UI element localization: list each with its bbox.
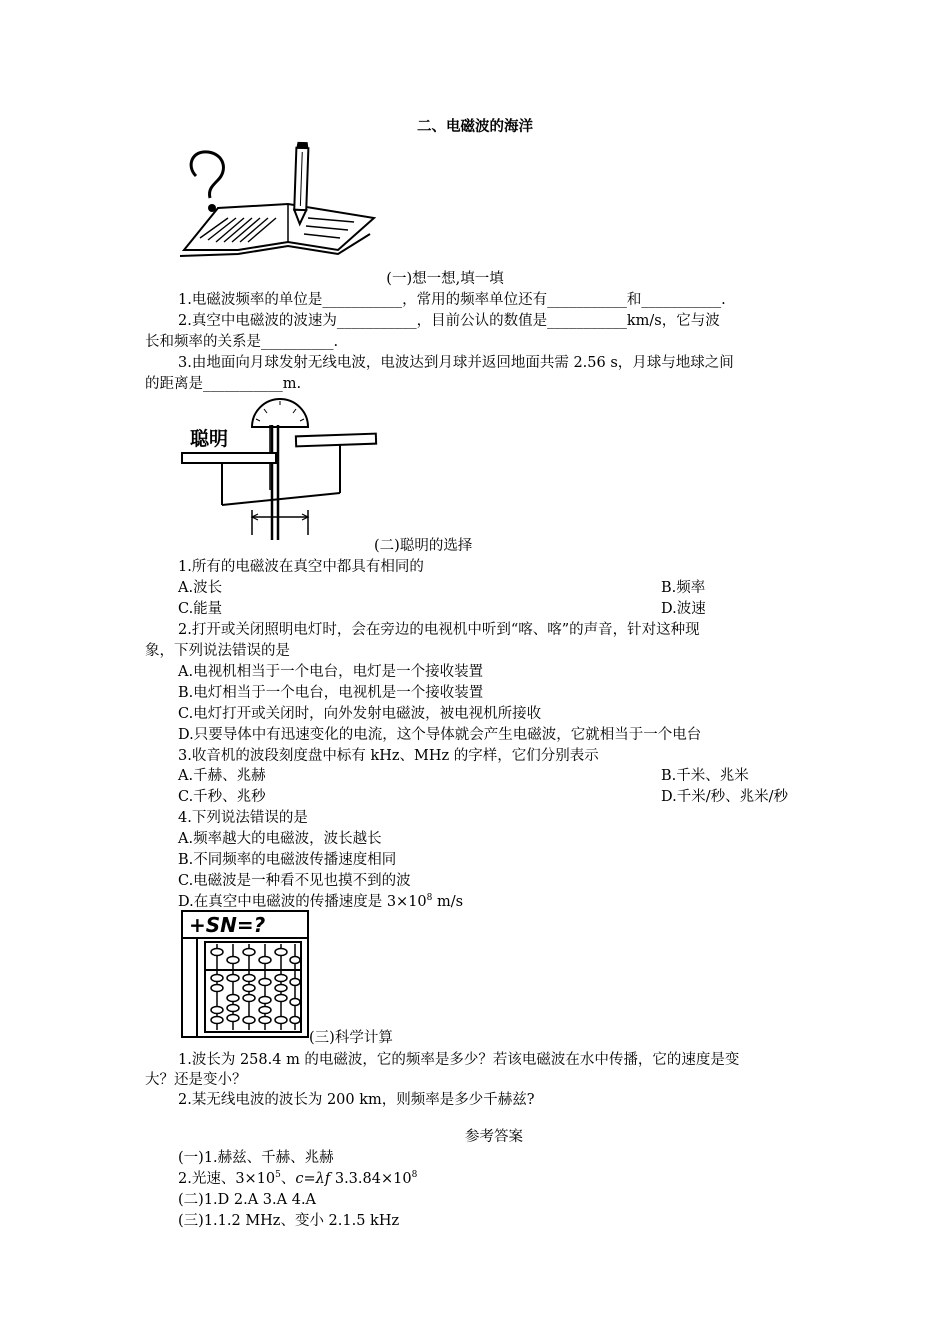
answer-line-4: (三)1.1.2 MHz、变小 2.1.5 kHz	[178, 1213, 400, 1229]
s2-q3-option-d: D.千米/秒、兆米/秒	[661, 789, 788, 805]
abacus-drawing	[183, 912, 307, 1036]
s2-question-2-line2: 象，下列说法错误的是	[145, 643, 290, 659]
section1-heading: (一)想一想,填一填	[386, 271, 504, 287]
s2-q4-option-c: C.电磁波是一种看不见也摸不到的波	[178, 873, 411, 889]
s2-q4-option-d	[178, 892, 463, 912]
s2-q3-option-b: B.千米、兆米	[661, 768, 749, 784]
s2-question-4: 4.下列说法错误的是	[178, 810, 308, 826]
s2-q2-option-d: D.只要导体中有迅速变化的电流，这个导体就会产生电磁波，它就相当于一个电台	[178, 727, 702, 743]
answer-line-3: (二)1.D 2.A 3.A 4.A	[178, 1192, 317, 1208]
s2-q4-d-text: D.在真空中电磁波的传播速度是 3×10	[178, 894, 427, 910]
s3-question-1-line1: 1.波长为 258.4 m 的电磁波，它的频率是多少？若该电磁波在水中传播，它的速度是变	[178, 1052, 740, 1068]
s2-q2-option-a: A.电视机相当于一个电台，电灯是一个接收装置	[178, 664, 484, 680]
s2-q4-option-a: A.频率越大的电磁波，波长越长	[178, 831, 382, 847]
s1-question-1: 1.电磁波频率的单位是___________，常用的频率单位还有___________和___________.	[178, 292, 726, 308]
s2-q1-option-a: A.波长	[178, 580, 223, 596]
s2-q4-d-unit: m/s	[432, 894, 464, 910]
s2-q3-option-a: A.千赫、兆赫	[178, 768, 266, 784]
s2-q2-option-c: C.电灯打开或关闭时，向外发射电磁波，被电视机所接收	[178, 706, 542, 722]
s2-q2-option-b: B.电灯相当于一个电台，电视机是一个接收装置	[178, 685, 484, 701]
balance-scale-illustration	[180, 395, 380, 540]
abacus-label: +SN=?	[189, 913, 266, 937]
balance-scale-label: 聪明	[190, 428, 229, 450]
answers-heading: 参考答案	[465, 1129, 523, 1145]
balance-scale-drawing	[180, 395, 380, 540]
answer-2-formula: c=λf	[295, 1171, 331, 1187]
answer-line-2	[178, 1169, 417, 1189]
answer-2-exponent-1: 5	[275, 1170, 281, 1181]
answer-line-1: (一)1.赫兹、千赫、兆赫	[178, 1150, 334, 1166]
book-pencil-illustration	[178, 138, 378, 262]
s2-q1-option-d: D.波速	[661, 601, 706, 617]
answer-2-distance: 3.3.84×10	[330, 1171, 412, 1187]
s2-q4-d-exponent: 8	[426, 893, 433, 904]
s1-question-2-line2: 长和频率的关系是__________.	[145, 334, 339, 350]
answer-2-exponent-2: 8	[411, 1170, 418, 1181]
s2-q1-option-c: C.能量	[178, 601, 223, 617]
answer-2-text: 2.光速、3×10	[178, 1171, 276, 1187]
s2-q4-option-b: B.不同频率的电磁波传播速度相同	[178, 852, 397, 868]
s2-question-1: 1.所有的电磁波在真空中都具有相同的	[178, 559, 424, 575]
s1-question-2-line1: 2.真空中电磁波的波速为___________，目前公认的数值是___________km/s，它与波	[178, 313, 720, 329]
s2-question-2-line1: 2.打开或关闭照明电灯时，会在旁边的电视机中听到“喀、喀”的声音，针对这种现	[178, 622, 700, 638]
s3-question-1-line2: 大？还是变小？	[145, 1072, 247, 1088]
section3-heading: (三)科学计算	[309, 1030, 393, 1046]
s2-question-3: 3.收音机的波段刻度盘中标有 kHz、MHz 的字样，它们分别表示	[178, 748, 599, 764]
s2-q3-option-c: C.千秒、兆秒	[178, 789, 266, 805]
s1-question-3-line1: 3.由地面向月球发射无线电波，电波达到月球并返回地面共需 2.56 s，月球与地球之间	[178, 355, 734, 371]
abacus-illustration	[181, 910, 309, 1038]
s1-question-3-line2: 的距离是___________m.	[145, 376, 302, 392]
s2-q1-option-b: B.频率	[661, 580, 706, 596]
s3-question-2: 2.某无线电波的波长为 200 km，则频率是多少千赫兹?	[178, 1092, 535, 1108]
page-title: 二、电磁波的海洋	[417, 119, 533, 135]
answer-2-separator: 、	[280, 1171, 296, 1187]
section2-heading: (二)聪明的选择	[374, 538, 473, 554]
